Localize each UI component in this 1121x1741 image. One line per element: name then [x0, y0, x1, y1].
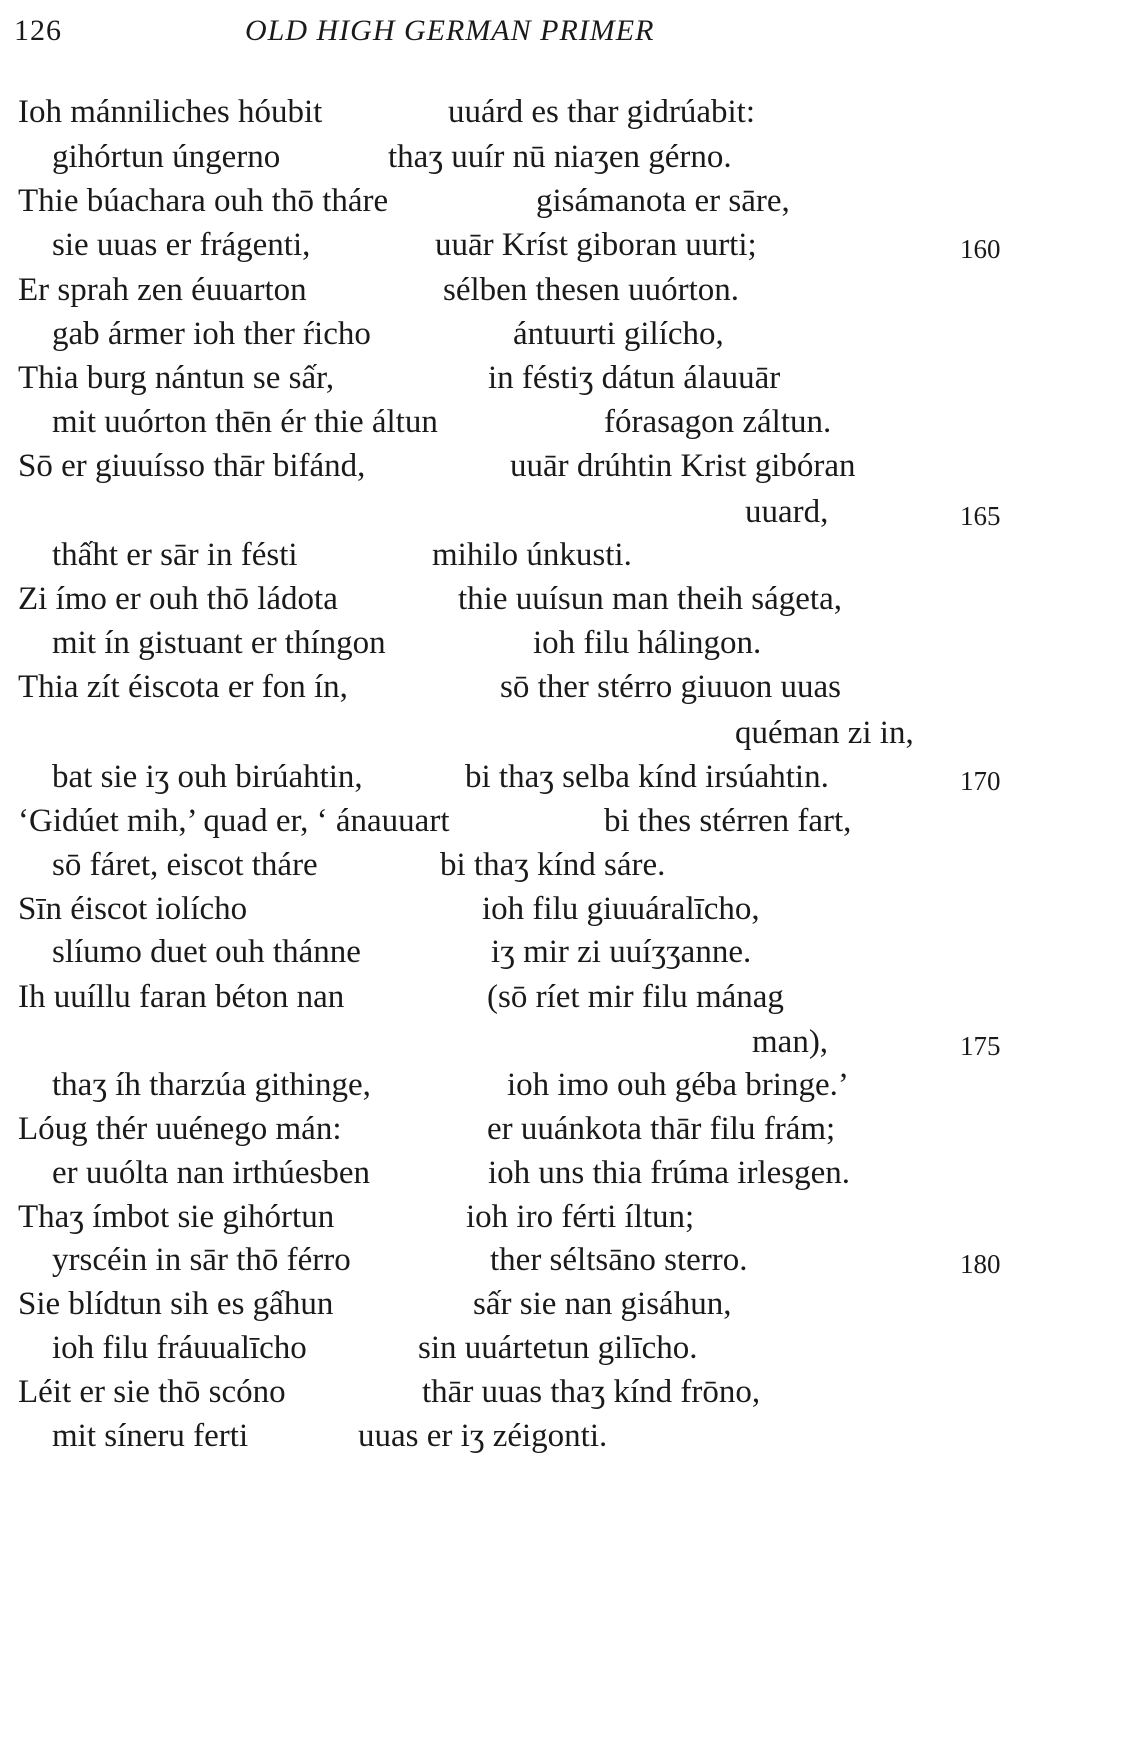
second-half-line: sấr sie nan gisáhun, — [473, 1286, 732, 1322]
first-half-line: thấht er sār in fésti — [52, 537, 298, 573]
first-half-line: Sīn éiscot iolícho — [18, 891, 248, 927]
second-half-line: ther séltsāno sterro. — [490, 1242, 748, 1278]
second-half-line: man), — [752, 1024, 829, 1060]
second-half-line: sélben thesen uuórton. — [443, 272, 740, 308]
second-half-line: ioh uns thia frúma irlesgen. — [488, 1155, 851, 1191]
first-half-line: Er sprah zen éuuarton — [18, 272, 307, 308]
first-half-line: er uuólta nan irthúesben — [52, 1155, 370, 1191]
second-half-line: er uuánkota thār filu frám; — [487, 1111, 836, 1147]
first-half-line: slíumo duet ouh thánne — [52, 934, 361, 970]
first-half-line: bat sie iʒ ouh birúahtin, — [52, 759, 363, 795]
first-half-line: Léit er sie thō scóno — [18, 1374, 286, 1410]
second-half-line: bi thes stérren fart, — [604, 803, 852, 839]
first-half-line: Sie blídtun sih es gấhun — [18, 1286, 334, 1322]
second-half-line: ioh imo ouh géba bringe.’ — [507, 1067, 849, 1103]
first-half-line: Ih uuíllu faran béton nan — [18, 979, 345, 1015]
second-half-line: thār uuas thaʒ kínd frōno, — [422, 1374, 761, 1410]
second-half-line: thie uuísun man theih ságeta, — [458, 581, 842, 617]
second-half-line: ioh filu hálingon. — [533, 625, 762, 661]
first-half-line: sō fáret, eiscot tháre — [52, 847, 318, 883]
line-number: 160 — [960, 234, 1001, 264]
first-half-line: Lóug thér uuénego mán: — [18, 1111, 342, 1147]
second-half-line: uuárd es thar gidrúabit: — [448, 94, 755, 130]
second-half-line: in féstiʒ dátun álauuār — [488, 360, 781, 396]
second-half-line: sin uuártetun gilīcho. — [418, 1330, 698, 1366]
second-half-line: ioh iro férti íltun; — [466, 1199, 695, 1235]
first-half-line: sie uuas er frágenti, — [52, 227, 311, 263]
second-half-line: fórasagon záltun. — [604, 404, 832, 440]
first-half-line: Sō er giuuísso thār bifánd, — [18, 448, 366, 484]
first-half-line: mit síneru ferti — [52, 1418, 249, 1454]
first-half-line: gab ármer ioh ther ŕicho — [52, 316, 371, 352]
second-half-line: bi thaʒ kínd sáre. — [440, 847, 666, 883]
second-half-line: uuār Kríst giboran uurti; — [435, 227, 757, 263]
first-half-line: Thia burg nántun se sấr, — [18, 360, 335, 396]
running-title: OLD HIGH GERMAN PRIMER — [245, 14, 655, 47]
first-half-line: Thia zít éiscota er fon ín, — [18, 669, 348, 705]
line-number: 175 — [960, 1031, 1001, 1061]
first-half-line: Thie búachara ouh thō tháre — [18, 183, 389, 219]
second-half-line: quéman zi in, — [735, 715, 914, 751]
first-half-line: ioh filu fráuualīcho — [52, 1330, 307, 1366]
first-half-line: yrscéin in sār thō férro — [52, 1242, 351, 1278]
second-half-line: (sō ríet mir filu mánag — [487, 979, 784, 1015]
second-half-line: iʒ mir zi uuíʒʒanne. — [491, 934, 752, 970]
second-half-line: ioh filu giuuáralīcho, — [482, 891, 760, 927]
second-half-line: bi thaʒ selba kínd irsúahtin. — [465, 759, 829, 795]
second-half-line: mihilo únkusti. — [432, 537, 632, 573]
second-half-line: uuard, — [745, 494, 829, 530]
first-half-line: ‘Gidúet mih,’ quad er, ‘ ánauuart — [18, 803, 450, 839]
second-half-line: thaʒ uuír nū niaʒen gérno. — [388, 139, 732, 175]
first-half-line: thaʒ íh tharzúa githinge, — [52, 1067, 371, 1103]
second-half-line: uuār drúhtin Krist gibóran — [510, 448, 856, 484]
second-half-line: uuas er iʒ zéigonti. — [358, 1418, 608, 1454]
second-half-line: sō ther stérro giuuon uuas — [500, 669, 841, 705]
first-half-line: Zi ímo er ouh thō ládota — [18, 581, 338, 617]
second-half-line: gisámanota er sāre, — [536, 183, 790, 219]
first-half-line: mit ín gistuant er thíngon — [52, 625, 386, 661]
first-half-line: Ioh mánniliches hóubit — [18, 94, 323, 130]
page-number: 126 — [14, 14, 62, 47]
line-number: 180 — [960, 1249, 1001, 1279]
second-half-line: ántuurti gilícho, — [513, 316, 724, 352]
first-half-line: gihórtun úngerno — [52, 139, 281, 175]
line-number: 170 — [960, 766, 1001, 796]
first-half-line: mit uuórton thēn ér thie áltun — [52, 404, 438, 440]
first-half-line: Thaʒ ímbot sie gihórtun — [18, 1199, 335, 1235]
line-number: 165 — [960, 501, 1001, 531]
